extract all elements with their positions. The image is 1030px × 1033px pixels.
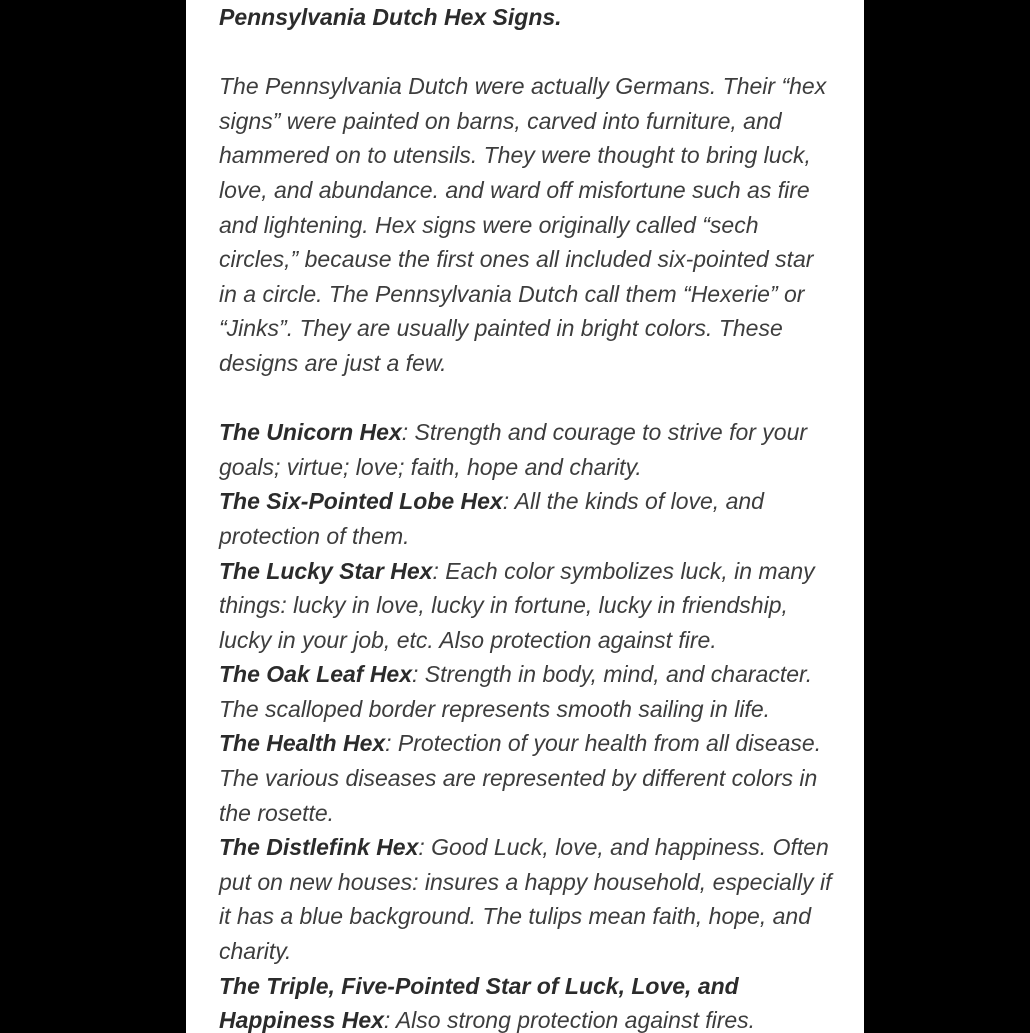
list-item xyxy=(219,969,834,1033)
hex-name: The Oak Leaf Hex xyxy=(219,661,413,688)
list-item xyxy=(219,726,834,830)
hex-description: : Each color symbolizes luck, in many things: lucky in love, lucky in fortune, lucky in friendship, lucky in your job, etc. Also protection against fire. xyxy=(219,557,815,653)
hex-description: : Also strong protection against fires. xyxy=(383,1007,756,1033)
hex-name: The Triple, Five-Pointed Star of Luck, Love, and Happiness Hex xyxy=(219,972,739,1033)
hex-sign-list xyxy=(219,415,834,1033)
hex-description: : Strength in body, mind, and character. The scalloped border represents smooth sailing in life. xyxy=(219,661,813,722)
hex-description: : Strength and courage to strive for your goals; virtue; love; faith, hope and charity. xyxy=(219,419,808,480)
article-title: Pennsylvania Dutch Hex Signs. xyxy=(219,4,562,30)
hex-name: The Unicorn Hex xyxy=(219,419,402,446)
article-body xyxy=(219,0,834,1033)
list-item xyxy=(219,415,834,484)
list-item xyxy=(219,554,834,658)
list-item xyxy=(219,657,834,726)
list-item xyxy=(219,484,834,553)
hex-name: The Six-Pointed Lobe Hex xyxy=(219,488,503,515)
hex-description: : Good Luck, love, and happiness. Often put on new houses: insures a happy household, especially if it has a blue background. The tulips mean faith, hope, and charity. xyxy=(219,834,832,965)
hex-name: The Health Hex xyxy=(219,730,386,757)
intro-paragraph: The Pennsylvania Dutch were actually Germans. Their “hex signs” were painted on barns, carved into furniture, and hammered on to utensils. They were thought to bring luck, love, and abundance. and ward off misfortune such as fire and lightening. Hex signs were originally called “sech circles,” because the first ones all included six-pointed star in a circle. The Pennsylvania Dutch call them “Hexerie” or “Jinks”. They are usually painted in bright colors. These designs are just a few. xyxy=(219,73,827,376)
document-page xyxy=(186,0,864,1033)
hex-name: The Lucky Star Hex xyxy=(219,557,433,584)
hex-description: : Protection of your health from all disease. The various diseases are represented by different colors in the rosette. xyxy=(219,730,822,826)
list-item xyxy=(219,830,834,968)
hex-name: The Distlefink Hex xyxy=(219,834,419,861)
hex-description: : All the kinds of love, and protection of them. xyxy=(219,488,764,549)
